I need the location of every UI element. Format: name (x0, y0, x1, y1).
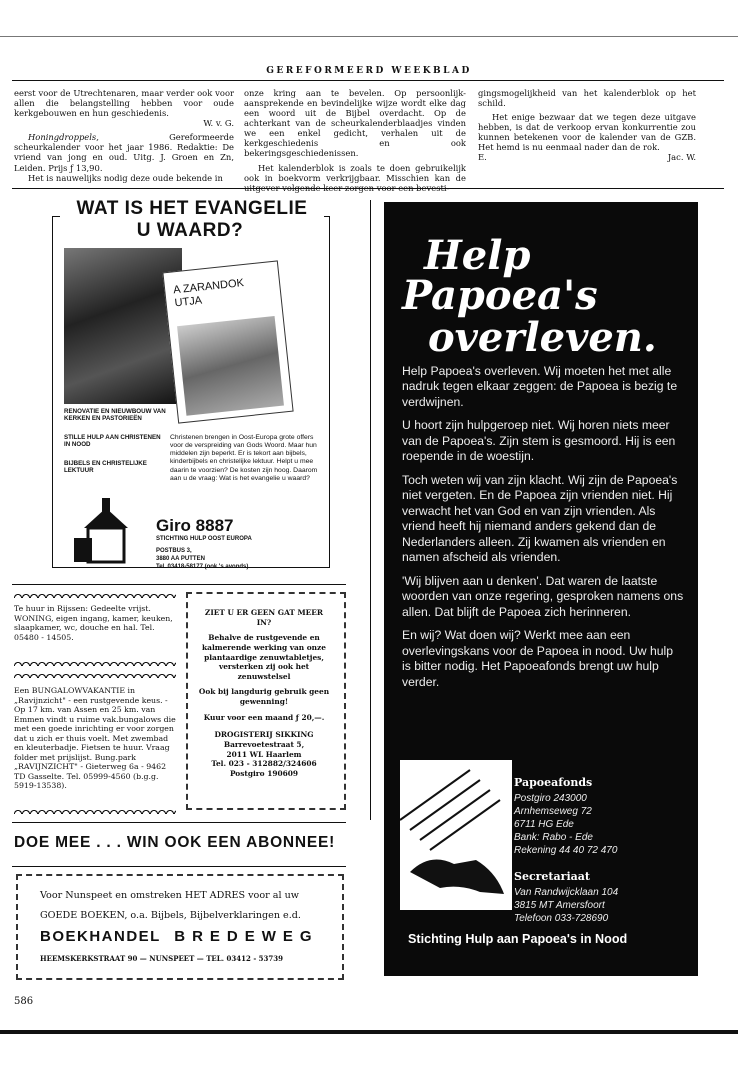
address-line: POSTBUS 3, (156, 548, 192, 554)
paragraph: 'Wij blijven aan u denken'. Dat waren de laatste woorden van onze regering, gesproken namens ons allen. Dat blijft de Papoea zich herinneren. (402, 573, 684, 619)
shop-giro: Postgiro 190609 (229, 768, 299, 778)
wavy-rule (14, 808, 176, 814)
ad-headline: ZIET U ER GEEN GAT MEER IN? (204, 608, 324, 627)
header-rule (12, 80, 724, 81)
ad-title: Papoea's (402, 272, 598, 319)
article-column-2 (244, 88, 466, 193)
paragraph: Toch weten wij van zijn klacht. Wij zijn de Papoea's niet vergeten. En de Papoea zijn vrienden niet. Hij verwacht het van God en van zijn vrienden. Als vriend heeft hij niemand anders gekend dan de Nederlanders alleen. Zij kwamen als vrienden en namen afscheid als vrienden. (402, 472, 678, 565)
fonds-address: Postgiro 243000 Arnhemseweg 72 6711 HG Ede Bank: Rabo - Ede Rekening 44 40 72 470 (514, 793, 618, 856)
wavy-rule (14, 592, 176, 598)
column-divider (370, 200, 371, 820)
paragraph: onze kring aan te bevelen. Op persoonlijk-aansprekende en bevindelijke wijze wordt elke dag een woord uit de Bijbel overdacht. Op de achterkant van de scheurkalenderblaadjes vinden we een enkel gedicht, verhalen uit de kerkgeschiedenis en ook bekeringsgeschiedenissen. (244, 88, 466, 159)
item-renovatie: RENOVATIE EN NIEUWBOUW VAN KERKEN EN PASTORIEËN (64, 408, 166, 423)
boekhandel-name: BOEKHANDEL BREDEWEG (40, 928, 319, 945)
address-line: 3880 AA PUTTEN (156, 556, 205, 562)
article-column-1 (14, 88, 234, 183)
papoea-ad (384, 202, 698, 976)
fonds-name: Papoeafonds (514, 776, 593, 789)
shop-phone: Tel. 023 - 312882/324606 (211, 759, 317, 769)
ad-title: overleven. (428, 314, 657, 361)
paragraph: Het enige bezwaar dat we tegen deze uitgave hebben, is dat de verkoop ervan konkurrentie zou kunnen betekenen voor de kalender van de GZB. Het hemd is nu eenmaal nader dan de rok. E. Jac. W. (478, 112, 696, 163)
section-rule (12, 584, 346, 585)
paragraph: Help Papoea's overleven. Wij moeten het met alle nadruk tegen elkaar zeggen: de Papoea is bezig te verdwijnen. (402, 364, 678, 409)
secretariaat-address: Van Randwijcklaan 104 3815 MT Amersfoort Telefoon 033-728690 (514, 887, 619, 924)
ad-title: U WAARD? (120, 220, 260, 242)
wavy-rule (14, 672, 176, 678)
boekhandel-line-2: GOEDE BOEKEN, o.a. Bijbels, Bijbelverklaringen e.d. (40, 910, 301, 921)
paragraph: U hoort zijn hulpgeroep niet. Wij horen niets meer van de Papoea's. Zijn stem is gesmoord. Hij is een roepende in de woestijn. (402, 418, 676, 464)
phone-line: Tel. 03418-58177 (ook 's avonds) (156, 564, 249, 570)
top-edge-rule (0, 36, 738, 37)
section-rule (12, 822, 346, 823)
church-logo-icon (74, 498, 138, 566)
papoea-footer: Stichting Hulp aan Papoea's in Nood (408, 932, 628, 946)
ad-bungalow: Een BUNGALOWVAKANTIE in „Ravijnzicht" - een rustgevende keus. - Op 17 km. van Assen en 25 km. van Emmen vindt u ruime vak.bungalows die met een goede inrichting er voor zorgen dat u zich er thuis voelt. Met zwembad en kleuterbadje. Fietsen te huur. Vraag folder met prijslijst. Bung.park „RAVIJNZICHT" - Gieterweg 6a - 9462 TD Gasselte. Tel. 05999-4560 (b.g.g. 5919-13538). (14, 686, 176, 790)
ad-text-line: Ook bij langdurig gebruik geen gewenning! (198, 687, 330, 706)
ad-te-huur: Te huur in Rijssen: Gedeelte vrijst. WONING, eigen ingang, kamer, keuken, slaapkamer, wc, douche en hal. Tel. 05480 - 14505. (14, 604, 173, 642)
shop-city: 2011 WL Haarlem (226, 749, 302, 759)
ad-title: Help (424, 232, 531, 279)
wavy-rule (14, 660, 176, 666)
book-title: A ZARANDOK UTJA (172, 277, 245, 310)
map-new-guinea-icon (400, 760, 512, 910)
shop-street: Barrevoetestraat 5, (223, 739, 305, 749)
paragraph: En wij? Wat doen wij? Werkt mee aan een overlevingskans voor de Papoea in nood. Uw hulp is bitter nodig. Het Papoeafonds brengt uw hulp verder. (402, 628, 674, 689)
item-stille-hulp: STILLE HULP AAN CHRISTENEN IN NOOD (64, 434, 161, 449)
secretariaat-name: Secretariaat (514, 870, 590, 883)
ad-drogisterij (198, 608, 330, 778)
book-cover-image (162, 260, 293, 423)
paragraph: eerst voor de Utrechtenaren, maar verder ook voor allen die belangstelling hebben voor oude kerkgebouwen en hun geschiedenis. W. v. G. (14, 88, 234, 129)
bottom-edge-bar (0, 1030, 738, 1034)
paragraph: Het kalenderblok is zoals te doen gebruikelijk ook in boekvorm verkrijgbaar. Misschien kan de (244, 162, 466, 183)
ad-title: WAT IS HET EVANGELIE (60, 198, 324, 220)
giro-number: Giro 8887 (156, 516, 234, 535)
evangelie-ad (30, 198, 350, 578)
article-column-3 (478, 88, 696, 163)
shop-name: DROGISTERIJ SIKKING (214, 730, 314, 740)
item-bijbels: BIJBELS EN CHRISTELIJKE LEKTUUR (64, 460, 147, 475)
ad-body-text: Christenen brengen in Oost-Europa grote offers voor de verspreiding van Gods Woord. Maar hun middelen zijn beperkt. Er is tekort aan bijbels, kinderbijbels en christelijke lektuur. Helpt u mee daarin te voorzien? De kosten zijn hoog. Daarom aan u de vraag: Wat is het evangelie u waard? (170, 434, 318, 482)
ad-price: Kuur voor een maand ƒ 20,—. (203, 712, 325, 722)
paragraph: Honingdroppels, Gereformeerde scheurkalender voor het jaar 1986. Redaktie: De vriend van jong en oud. Uitg. J. Groen en Zn, Leiden. Prijs ƒ 13,90. (14, 132, 234, 173)
section-rule (12, 188, 724, 189)
boekhandel-address: HEEMSKERKSTRAAT 90 — NUNSPEET — TEL. 03412 - 53739 (40, 954, 284, 963)
paragraph: gingsmogelijkheid van het kalenderblok op het schild. (478, 88, 696, 109)
running-head: GEREFORMEERD WEEKBLAD (266, 66, 472, 76)
doe-mee-banner: DOE MEE . . . WIN OOK EEN ABONNEE! (14, 834, 336, 851)
giro-organisation: STICHTING HULP OOST EUROPA (156, 536, 252, 542)
paragraph: Het is nauwelijks nodig deze oude bekende in (28, 172, 223, 183)
boekhandel-line-1: Voor Nunspeet en omstreken HET ADRES voor al uw (40, 890, 299, 901)
ad-text-line: Behalve de rustgevende en kalmerende werking van onze plantaardige zenuwtabletjes, versterken zij ook het zenuwstelsel (202, 633, 326, 681)
ad-body (402, 364, 684, 698)
page-number: 586 (14, 996, 34, 1007)
section-rule (12, 866, 346, 867)
